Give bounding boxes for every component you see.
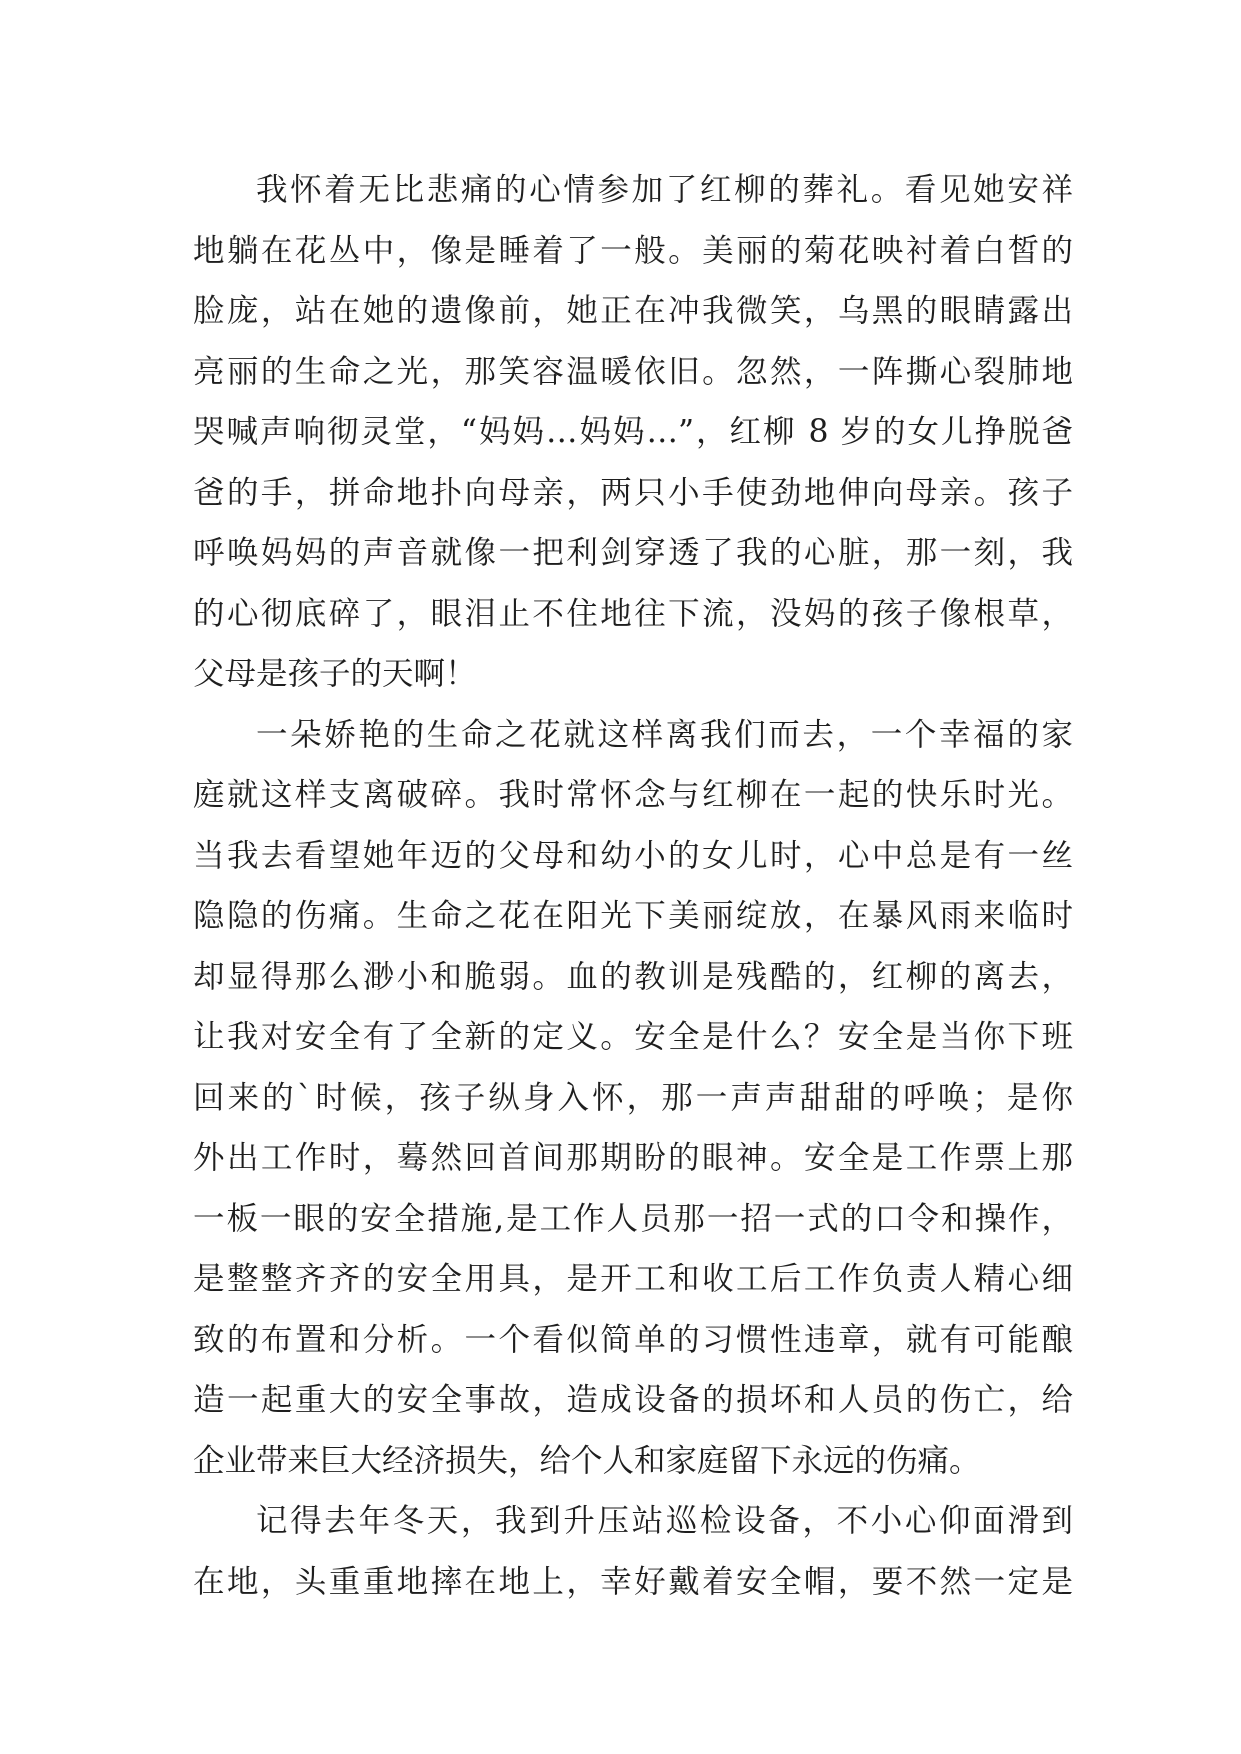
text-line: 回来的`时候，孩子纵身入怀，那一声声甜甜的呼唤；是你 [193, 1079, 1073, 1116]
paragraph-3 [193, 1491, 1073, 1612]
text-line: 外出工作时，蓦然回首间那期盼的眼神。安全是工作票上那 [193, 1140, 1073, 1176]
text-line: 亮丽的生命之光，那笑容温暖依旧。忽然，一阵撕心裂肺地 [193, 353, 1073, 390]
text-line: 隐隐的伤痛。生命之花在阳光下美丽绽放，在暴风雨来临时 [193, 898, 1073, 934]
text-line: 一板一眼的安全措施,是工作人员那一招一式的口令和操作， [193, 1200, 1073, 1237]
text-line: 脸庞，站在她的遗像前，她正在冲我微笑，乌黑的眼睛露出 [193, 293, 1073, 329]
text-line: 父母是孩子的天啊！ [193, 656, 477, 692]
text-line: 爸的手，拼命地扑向母亲，两只小手使劲地伸向母亲。孩子 [193, 474, 1073, 511]
text-line: 地躺在花丛中，像是睡着了一般。美丽的菊花映衬着白皙的 [193, 232, 1073, 269]
text-line: 庭就这样支离破碎。我时常怀念与红柳在一起的快乐时光。 [193, 777, 1073, 813]
text-line: 呼唤妈妈的声音就像一把利剑穿透了我的心脏，那一刻，我 [193, 535, 1073, 571]
text-line: 造一起重大的安全事故，造成设备的损坏和人员的伤亡，给 [193, 1382, 1073, 1418]
text-line: 是整整齐齐的安全用具，是开工和收工后工作负责人精心细 [193, 1261, 1073, 1297]
paragraph-1 [193, 160, 1073, 705]
text-line: 让我对安全有了全新的定义。安全是什么？安全是当你下班 [193, 1019, 1073, 1055]
text-line: 却显得那么渺小和脆弱。血的教训是残酷的，红柳的离去， [193, 958, 1073, 995]
document-body [193, 160, 1073, 1612]
text-line: 我怀着无比悲痛的心情参加了红柳的葬礼。看见她安祥 [256, 172, 1073, 208]
text-line: 致的布置和分析。一个看似简单的习惯性违章，就有可能酿 [193, 1321, 1073, 1358]
text-line: 哭喊声响彻灵堂，“妈妈…妈妈…”，红柳 8 岁的女儿挣脱爸 [193, 414, 1073, 450]
text-line: 的心彻底碎了，眼泪止不住地往下流，没妈的孩子像根草， [193, 595, 1073, 632]
text-line: 一朵娇艳的生命之花就这样离我们而去，一个幸福的家 [256, 716, 1073, 753]
text-line: 记得去年冬天，我到升压站巡检设备，不小心仰面滑到 [256, 1503, 1073, 1539]
text-line: 在地，头重重地摔在地上，幸好戴着安全帽，要不然一定是 [193, 1563, 1073, 1600]
text-line: 企业带来巨大经济损失，给个人和家庭留下永远的伤痛。 [193, 1442, 981, 1479]
paragraph-2 [193, 705, 1073, 1492]
text-line: 当我去看望她年迈的父母和幼小的女儿时，心中总是有一丝 [193, 837, 1073, 874]
